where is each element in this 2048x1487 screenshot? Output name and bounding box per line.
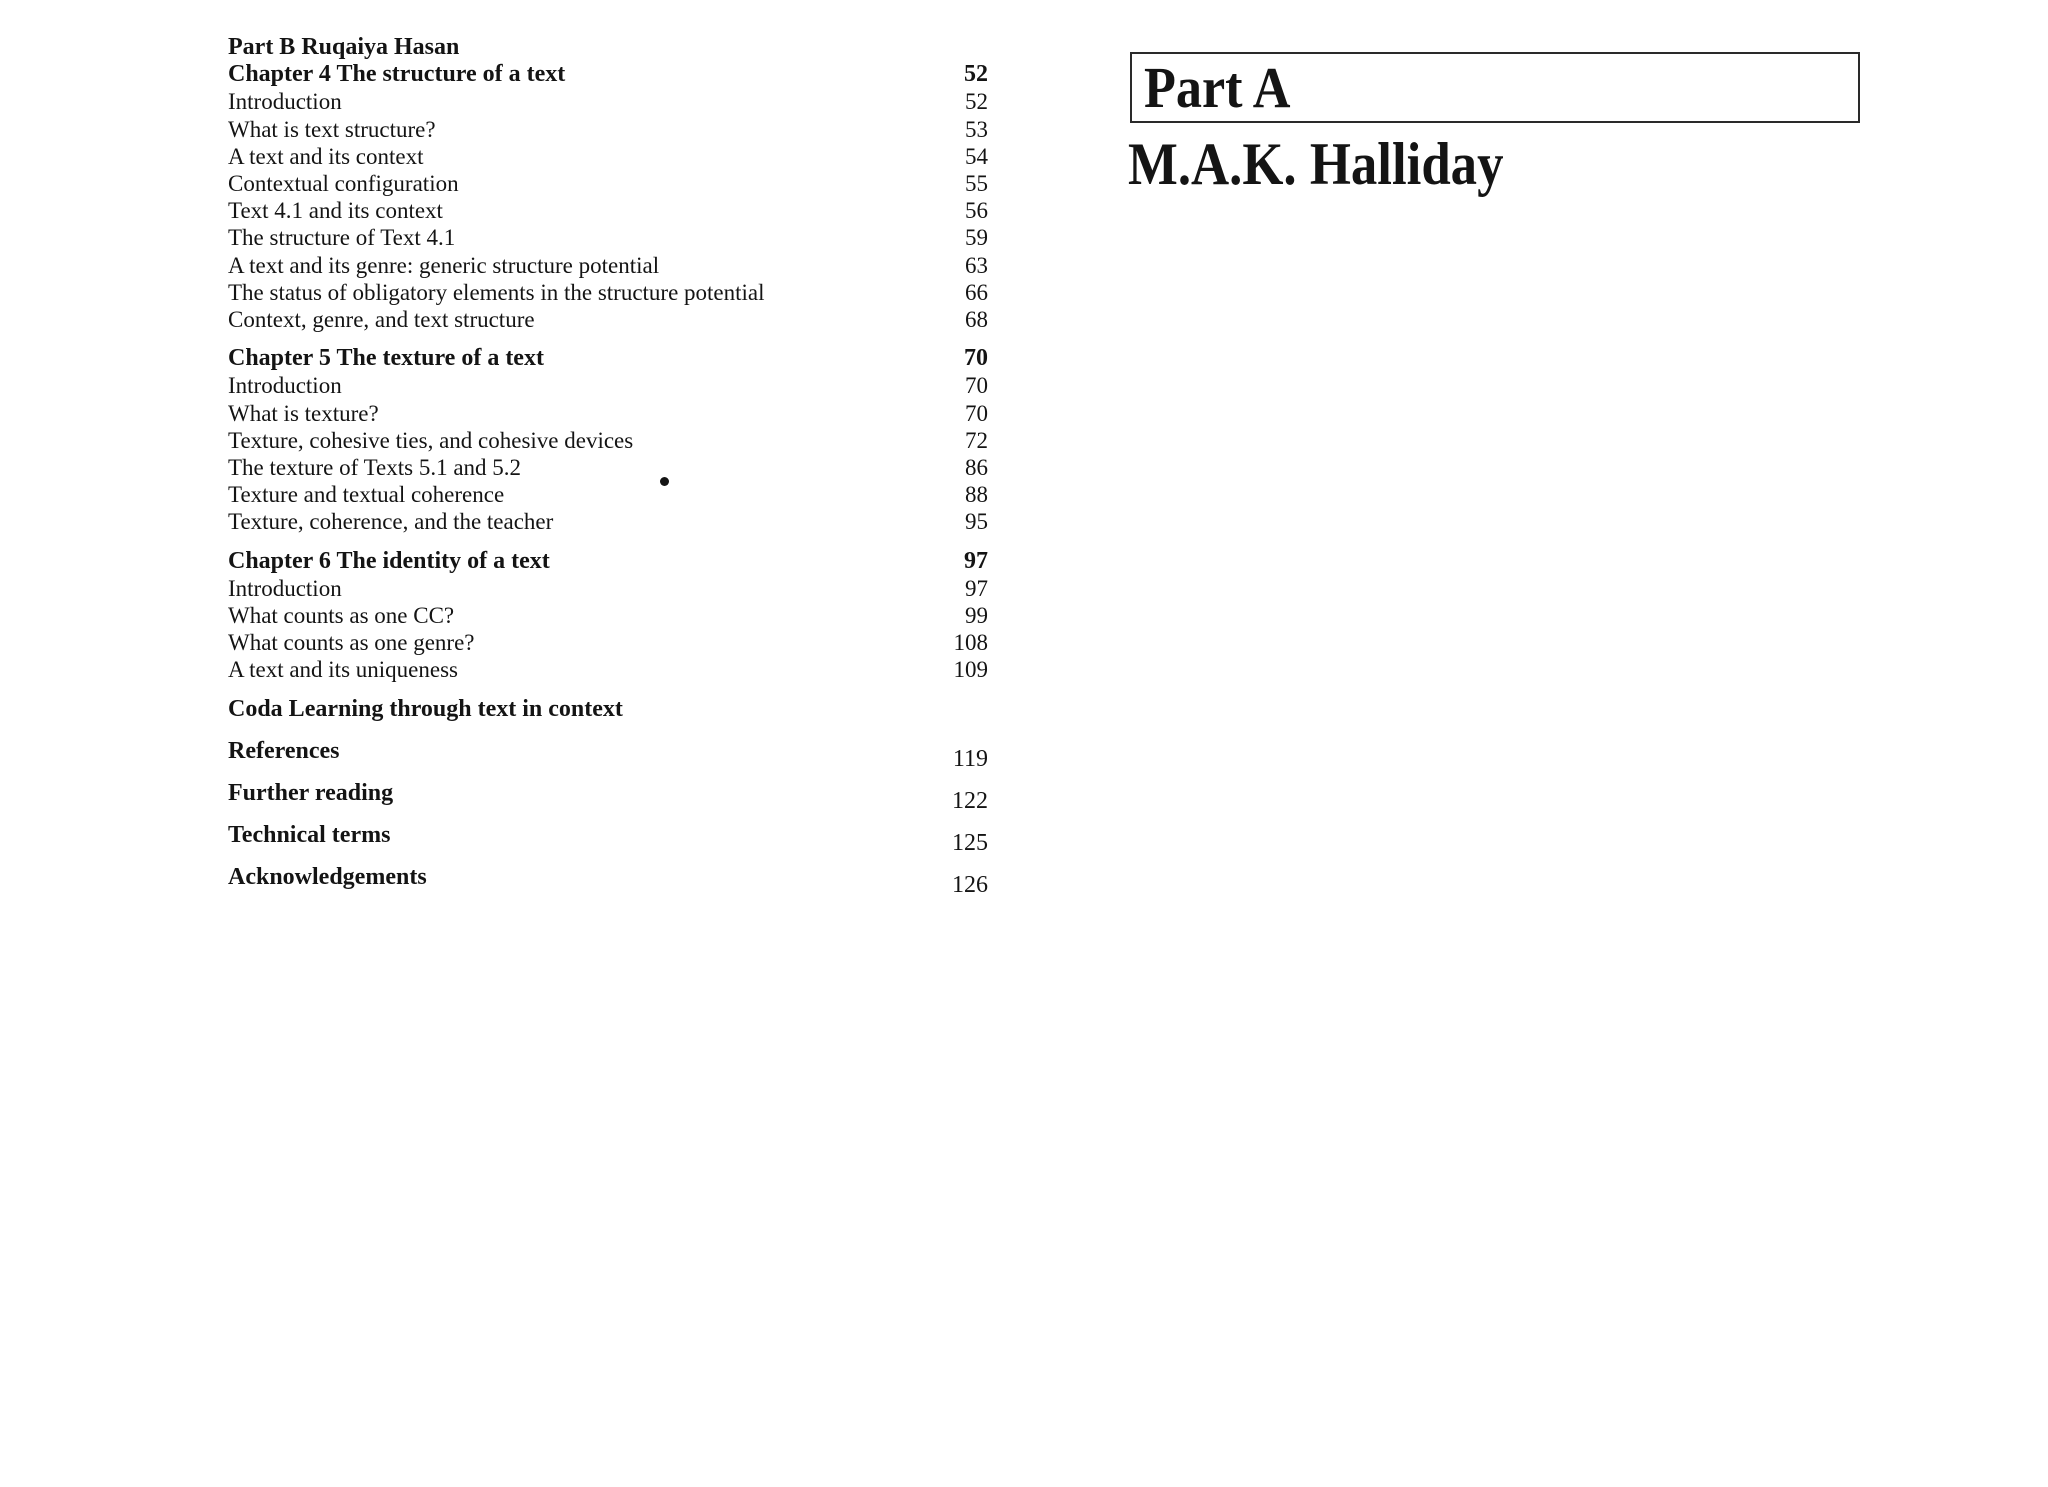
toc-entry-page: 109 bbox=[953, 657, 988, 683]
back-matter-entry bbox=[228, 780, 988, 815]
toc-entry-title: Texture, cohesive ties, and cohesive devices bbox=[228, 427, 634, 453]
toc-entry bbox=[228, 427, 988, 454]
back-matter-entry bbox=[228, 822, 988, 857]
toc-entry-page: 52 bbox=[965, 89, 988, 115]
toc-entry-title: Context, genre, and text structure bbox=[228, 307, 535, 333]
toc-entry bbox=[228, 656, 988, 683]
toc-entry-title: Introduction bbox=[228, 575, 342, 601]
chapter-4-heading bbox=[228, 61, 988, 88]
toc-entry-title: A text and its genre: generic structure potential bbox=[228, 252, 660, 278]
chapter-6-heading bbox=[228, 548, 988, 575]
toc-entry-title: A text and its context bbox=[228, 143, 424, 169]
toc-entry-title: Contextual configuration bbox=[228, 171, 459, 197]
scan-speck bbox=[660, 477, 669, 486]
coda-heading bbox=[228, 696, 988, 723]
toc-entry bbox=[228, 116, 988, 143]
toc-entry-page: 54 bbox=[965, 143, 988, 169]
back-matter-title: Technical terms bbox=[228, 822, 391, 849]
toc-entry-title: What is texture? bbox=[228, 400, 379, 426]
coda-title: Coda Learning through text in context bbox=[228, 695, 623, 722]
toc-entry-title: What counts as one genre? bbox=[228, 630, 475, 656]
toc-entry bbox=[228, 197, 988, 224]
toc-entry bbox=[228, 252, 988, 279]
toc-entry-title: A text and its uniqueness bbox=[228, 657, 458, 683]
table-of-contents bbox=[228, 34, 988, 899]
toc-entry bbox=[228, 143, 988, 170]
toc-entry bbox=[228, 372, 988, 399]
chapter-5-heading bbox=[228, 345, 988, 372]
chapter-6-title: Chapter 6 The identity of a text bbox=[228, 547, 550, 574]
toc-entry-title: The structure of Text 4.1 bbox=[228, 225, 456, 251]
toc-entry-page: 108 bbox=[953, 630, 988, 656]
toc-entry-page: 72 bbox=[965, 427, 988, 453]
toc-entry-title: Texture, coherence, and the teacher bbox=[228, 509, 554, 535]
toc-entry-title: Texture and textual coherence bbox=[228, 482, 505, 508]
back-matter-page: 125 bbox=[952, 830, 988, 857]
back-matter-entry bbox=[228, 737, 988, 772]
back-matter-title: References bbox=[228, 737, 340, 764]
chapter-4-title: Chapter 4 The structure of a text bbox=[228, 61, 566, 88]
toc-entry bbox=[228, 454, 988, 481]
toc-entry-page: 63 bbox=[965, 252, 988, 278]
toc-entry-page: 88 bbox=[965, 482, 988, 508]
toc-entry-title: Text 4.1 and its context bbox=[228, 198, 443, 224]
toc-entry-title: The texture of Texts 5.1 and 5.2 bbox=[228, 455, 522, 481]
toc-entry-title: Introduction bbox=[228, 373, 342, 399]
back-matter-page: 126 bbox=[952, 872, 988, 899]
chapter-6-page: 97 bbox=[964, 547, 988, 574]
toc-entry-page: 97 bbox=[965, 575, 988, 601]
toc-entry-page: 59 bbox=[965, 225, 988, 251]
part-title-box bbox=[1130, 52, 1860, 123]
back-matter-page: 122 bbox=[952, 788, 988, 815]
toc-entry bbox=[228, 170, 988, 197]
back-matter-entry bbox=[228, 864, 988, 899]
toc-entry bbox=[228, 279, 988, 306]
toc-entry-page: 86 bbox=[965, 455, 988, 481]
part-b-heading bbox=[228, 34, 988, 61]
toc-entry bbox=[228, 575, 988, 602]
toc-entry-title: The status of obligatory elements in the structure potential bbox=[228, 279, 765, 305]
toc-entry-page: 99 bbox=[965, 603, 988, 629]
toc-entry bbox=[228, 306, 988, 333]
toc-entry bbox=[228, 224, 988, 251]
toc-entry-title: What counts as one CC? bbox=[228, 603, 455, 629]
toc-entry-page: 70 bbox=[965, 400, 988, 426]
toc-entry-page: 66 bbox=[965, 279, 988, 305]
back-matter-page: 119 bbox=[952, 745, 988, 772]
back-matter-title: Further reading bbox=[228, 780, 394, 807]
toc-entry-page: 95 bbox=[965, 509, 988, 535]
part-title: Part A bbox=[1144, 55, 1291, 120]
toc-entry bbox=[228, 629, 988, 656]
chapter-5-title: Chapter 5 The texture of a text bbox=[228, 345, 544, 372]
toc-entry bbox=[228, 602, 988, 629]
chapter-4-page: 52 bbox=[964, 61, 988, 88]
back-matter-title: Acknowledgements bbox=[228, 864, 427, 891]
author-name: M.A.K. Halliday bbox=[1128, 131, 1504, 197]
toc-entry-title: Introduction bbox=[228, 89, 342, 115]
toc-entry bbox=[228, 508, 988, 535]
toc-entry-page: 53 bbox=[965, 116, 988, 142]
chapter-5-page: 70 bbox=[964, 345, 988, 372]
toc-entry-page: 55 bbox=[965, 171, 988, 197]
toc-entry bbox=[228, 400, 988, 427]
toc-entry-page: 70 bbox=[965, 373, 988, 399]
toc-entry-page: 68 bbox=[965, 307, 988, 333]
part-b-title: Part B Ruqaiya Hasan bbox=[228, 34, 460, 60]
toc-entry-title: What is text structure? bbox=[228, 116, 436, 142]
toc-entry bbox=[228, 481, 988, 508]
toc-entry-page: 56 bbox=[965, 198, 988, 224]
toc-entry bbox=[228, 88, 988, 115]
